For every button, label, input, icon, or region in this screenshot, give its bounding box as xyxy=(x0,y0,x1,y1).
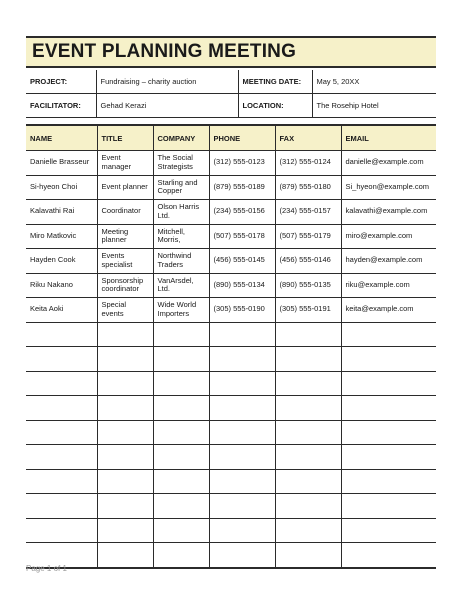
cell-name xyxy=(26,469,97,494)
cell-phone xyxy=(209,322,275,347)
cell-name xyxy=(26,420,97,445)
cell-title: Meeting planner xyxy=(97,224,153,249)
meta-row-facilitator xyxy=(26,94,436,118)
cell-email xyxy=(341,445,436,470)
cell-phone xyxy=(209,518,275,543)
cell-company xyxy=(153,322,209,347)
cell-name xyxy=(26,445,97,470)
meeting-info-table xyxy=(26,70,436,118)
cell-phone: (890) 555-0134 xyxy=(209,273,275,298)
cell-company: Mitchell, Morris, xyxy=(153,224,209,249)
col-header-company: COMPANY xyxy=(153,125,209,151)
cell-title: Special events xyxy=(97,298,153,323)
cell-phone: (234) 555-0156 xyxy=(209,200,275,225)
cell-phone: (507) 555-0178 xyxy=(209,224,275,249)
cell-company xyxy=(153,396,209,421)
table-row xyxy=(26,249,436,274)
meeting-date-label: MEETING DATE: xyxy=(238,70,312,94)
cell-fax xyxy=(275,445,341,470)
table-row xyxy=(26,200,436,225)
project-label: PROJECT: xyxy=(26,70,96,94)
cell-name: Riku Nakano xyxy=(26,273,97,298)
cell-fax xyxy=(275,420,341,445)
cell-fax xyxy=(275,396,341,421)
cell-title xyxy=(97,518,153,543)
cell-phone xyxy=(209,543,275,568)
blank-table-row xyxy=(26,371,436,396)
cell-phone xyxy=(209,347,275,372)
cell-phone xyxy=(209,371,275,396)
cell-name: Si-hyeon Choi xyxy=(26,175,97,200)
project-value: Fundraising – charity auction xyxy=(96,70,238,94)
cell-title xyxy=(97,347,153,372)
cell-fax xyxy=(275,347,341,372)
cell-title xyxy=(97,469,153,494)
cell-email: Si_hyeon@example.com xyxy=(341,175,436,200)
cell-name xyxy=(26,371,97,396)
blank-table-row xyxy=(26,322,436,347)
cell-email xyxy=(341,347,436,372)
cell-email: keita@example.com xyxy=(341,298,436,323)
blank-table-row xyxy=(26,543,436,568)
cell-company xyxy=(153,469,209,494)
cell-phone xyxy=(209,469,275,494)
attendee-header-row xyxy=(26,125,436,151)
cell-company xyxy=(153,371,209,396)
cell-title: Event planner xyxy=(97,175,153,200)
cell-company xyxy=(153,518,209,543)
blank-table-row xyxy=(26,420,436,445)
cell-phone: (456) 555-0145 xyxy=(209,249,275,274)
cell-company xyxy=(153,445,209,470)
blank-table-row xyxy=(26,396,436,421)
cell-phone xyxy=(209,494,275,519)
cell-fax: (890) 555-0135 xyxy=(275,273,341,298)
cell-email xyxy=(341,518,436,543)
cell-email xyxy=(341,420,436,445)
table-row xyxy=(26,175,436,200)
cell-fax xyxy=(275,494,341,519)
cell-company: VanArsdel, Ltd. xyxy=(153,273,209,298)
cell-fax xyxy=(275,371,341,396)
cell-email xyxy=(341,543,436,568)
cell-phone: (305) 555-0190 xyxy=(209,298,275,323)
cell-title xyxy=(97,322,153,347)
cell-fax xyxy=(275,543,341,568)
cell-company: Northwind Traders xyxy=(153,249,209,274)
cell-company xyxy=(153,420,209,445)
cell-email xyxy=(341,494,436,519)
cell-company: Olson Harris Ltd. xyxy=(153,200,209,225)
meeting-date-value: May 5, 20XX xyxy=(312,70,436,94)
cell-email xyxy=(341,469,436,494)
blank-table-row xyxy=(26,347,436,372)
location-label: LOCATION: xyxy=(238,94,312,118)
col-header-fax: FAX xyxy=(275,125,341,151)
cell-email xyxy=(341,371,436,396)
blank-table-row xyxy=(26,469,436,494)
cell-name xyxy=(26,494,97,519)
cell-phone xyxy=(209,445,275,470)
facilitator-label: FACILITATOR: xyxy=(26,94,96,118)
cell-email: miro@example.com xyxy=(341,224,436,249)
cell-title xyxy=(97,396,153,421)
cell-email: danielle@example.com xyxy=(341,151,436,176)
blank-table-row xyxy=(26,445,436,470)
cell-name: Hayden Cook xyxy=(26,249,97,274)
table-row xyxy=(26,273,436,298)
meeting-sheet xyxy=(26,36,436,569)
page-number: Page 1 of 1 xyxy=(26,564,67,573)
cell-fax: (507) 555-0179 xyxy=(275,224,341,249)
col-header-phone: PHONE xyxy=(209,125,275,151)
cell-title xyxy=(97,420,153,445)
cell-email xyxy=(341,396,436,421)
cell-fax: (305) 555-0191 xyxy=(275,298,341,323)
cell-email: riku@example.com xyxy=(341,273,436,298)
cell-phone: (879) 555-0189 xyxy=(209,175,275,200)
cell-name xyxy=(26,347,97,372)
cell-phone xyxy=(209,420,275,445)
blank-table-row xyxy=(26,518,436,543)
table-row xyxy=(26,224,436,249)
cell-name: Miro Matkovic xyxy=(26,224,97,249)
cell-title: Coordinator xyxy=(97,200,153,225)
cell-name: Kalavathi Rai xyxy=(26,200,97,225)
page-title: EVENT PLANNING MEETING xyxy=(26,36,436,68)
cell-title xyxy=(97,371,153,396)
meta-row-project xyxy=(26,70,436,94)
cell-fax xyxy=(275,518,341,543)
col-header-email: EMAIL xyxy=(341,125,436,151)
blank-table-row xyxy=(26,494,436,519)
cell-title: Sponsorship coordinator xyxy=(97,273,153,298)
col-header-title: TITLE xyxy=(97,125,153,151)
facilitator-value: Gehad Kerazi xyxy=(96,94,238,118)
cell-title xyxy=(97,543,153,568)
cell-fax: (879) 555-0180 xyxy=(275,175,341,200)
cell-phone: (312) 555-0123 xyxy=(209,151,275,176)
cell-company: The Social Strategists xyxy=(153,151,209,176)
location-value: The Rosehip Hotel xyxy=(312,94,436,118)
cell-name: Danielle Brasseur xyxy=(26,151,97,176)
cell-fax: (312) 555-0124 xyxy=(275,151,341,176)
cell-email xyxy=(341,322,436,347)
cell-title: Events specialist xyxy=(97,249,153,274)
cell-name: Keita Aoki xyxy=(26,298,97,323)
cell-name xyxy=(26,396,97,421)
cell-fax xyxy=(275,322,341,347)
cell-title xyxy=(97,494,153,519)
cell-company: Wide World Importers xyxy=(153,298,209,323)
cell-name xyxy=(26,518,97,543)
cell-fax: (234) 555-0157 xyxy=(275,200,341,225)
cell-company: Starling and Copper xyxy=(153,175,209,200)
col-header-name: NAME xyxy=(26,125,97,151)
cell-phone xyxy=(209,396,275,421)
cell-company xyxy=(153,494,209,519)
cell-email: hayden@example.com xyxy=(341,249,436,274)
cell-title xyxy=(97,445,153,470)
cell-name xyxy=(26,322,97,347)
cell-company xyxy=(153,543,209,568)
table-row xyxy=(26,151,436,176)
cell-title: Event manager xyxy=(97,151,153,176)
attendee-table xyxy=(26,124,436,569)
cell-fax: (456) 555-0146 xyxy=(275,249,341,274)
cell-fax xyxy=(275,469,341,494)
table-row xyxy=(26,298,436,323)
cell-email: kalavathi@example.com xyxy=(341,200,436,225)
cell-company xyxy=(153,347,209,372)
